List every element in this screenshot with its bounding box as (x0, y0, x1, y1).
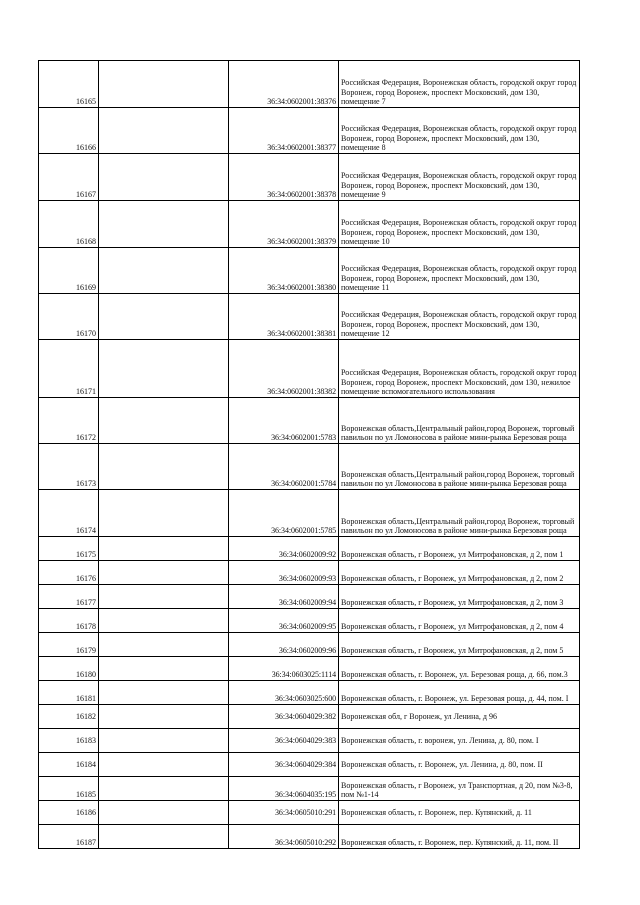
empty-cell (99, 444, 229, 490)
address-cell (339, 108, 580, 154)
empty-cell (99, 657, 229, 681)
row-number: 16169 (39, 248, 99, 294)
empty-cell (99, 681, 229, 705)
empty-cell (99, 340, 229, 398)
address-text: Российская Федерация, Воронежская область, городской округ город Воронеж, город Воронеж, проспект Московский, дом 130, помещение 12 (341, 310, 577, 339)
address-cell (339, 681, 580, 705)
cadastral-number: 36:34:0604029:383 (229, 729, 339, 753)
row-number: 16174 (39, 490, 99, 537)
cadastral-number: 36:34:0605010:291 (229, 801, 339, 825)
table-row (39, 705, 580, 729)
address-text: Воронежская область, г. воронеж, ул. Ленина, д. 80, пом. I (341, 735, 539, 745)
table-row (39, 609, 580, 633)
cadastral-number: 36:34:0602009:94 (229, 585, 339, 609)
table-row (39, 657, 580, 681)
cadastral-number: 36:34:0602001:38377 (229, 108, 339, 154)
table-row (39, 490, 580, 537)
address-text: Воронежская область, г. Воронеж, пер. Купянский, д. 11, пом. II (341, 838, 559, 848)
empty-cell (99, 294, 229, 340)
cadastral-number: 36:34:0602001:5783 (229, 398, 339, 444)
address-cell (339, 201, 580, 248)
address-text: Воронежская обл, г Воронеж, ул Ленина, д 96 (341, 711, 497, 721)
table-row (39, 801, 580, 825)
cadastral-number: 36:34:0603025:600 (229, 681, 339, 705)
row-number: 16182 (39, 705, 99, 729)
row-number: 16177 (39, 585, 99, 609)
empty-cell (99, 490, 229, 537)
address-cell (339, 729, 580, 753)
row-number: 16171 (39, 340, 99, 398)
table-row (39, 681, 580, 705)
address-text: Российская Федерация, Воронежская область, городской округ город Воронеж, город Воронеж, проспект Московский, дом 130, нежилое помещение вспомогательного использования (341, 368, 577, 397)
row-number: 16179 (39, 633, 99, 657)
table-row (39, 154, 580, 201)
address-cell (339, 444, 580, 490)
cadastral-number: 36:34:0602001:38378 (229, 154, 339, 201)
table-row (39, 585, 580, 609)
address-cell (339, 705, 580, 729)
address-text: Российская Федерация, Воронежская область, городской округ город Воронеж, город Воронеж, проспект Московский, дом 130, помещение 7 (341, 78, 577, 107)
table-row (39, 340, 580, 398)
address-cell (339, 248, 580, 294)
address-cell (339, 657, 580, 681)
address-cell (339, 490, 580, 537)
row-number: 16185 (39, 777, 99, 801)
address-text: Российская Федерация, Воронежская область, городской округ город Воронеж, город Воронеж, проспект Московский, дом 130, помещение 11 (341, 264, 577, 293)
table-row (39, 561, 580, 585)
address-cell (339, 154, 580, 201)
table-row (39, 825, 580, 849)
cadastral-number: 36:34:0602001:5785 (229, 490, 339, 537)
row-number: 16178 (39, 609, 99, 633)
table-row (39, 444, 580, 490)
table-row (39, 633, 580, 657)
address-text: Воронежская область,Центральный район,город Воронеж, торговый павильон по ул Ломоносова в районе мини-рынка Березовая роща (341, 516, 575, 536)
row-number: 16180 (39, 657, 99, 681)
row-number: 16166 (39, 108, 99, 154)
table-row (39, 248, 580, 294)
cadastral-number: 36:34:0602009:92 (229, 537, 339, 561)
address-text: Российская Федерация, Воронежская область, городской округ город Воронеж, город Воронеж, проспект Московский, дом 130, помещение 8 (341, 124, 577, 153)
cadastral-number: 36:34:0602001:38376 (229, 61, 339, 108)
empty-cell (99, 729, 229, 753)
empty-cell (99, 633, 229, 657)
address-cell (339, 801, 580, 825)
address-cell (339, 561, 580, 585)
address-cell (339, 61, 580, 108)
row-number: 16187 (39, 825, 99, 849)
address-cell (339, 294, 580, 340)
table-row (39, 201, 580, 248)
address-cell (339, 825, 580, 849)
table-row (39, 61, 580, 108)
address-text: Воронежская область, г. Воронеж, пер. Купянский, д. 11 (341, 807, 532, 817)
row-number: 16168 (39, 201, 99, 248)
address-cell (339, 633, 580, 657)
row-number: 16165 (39, 61, 99, 108)
cadastral-number: 36:34:0602009:93 (229, 561, 339, 585)
registry-table (38, 60, 580, 849)
table-row (39, 398, 580, 444)
empty-cell (99, 61, 229, 108)
address-text: Воронежская область, г Воронеж, ул Митрофановская, д 2, пом 4 (341, 622, 564, 632)
empty-cell (99, 777, 229, 801)
cadastral-number: 36:34:0602001:38380 (229, 248, 339, 294)
address-cell (339, 609, 580, 633)
cadastral-number: 36:34:0602009:95 (229, 609, 339, 633)
empty-cell (99, 201, 229, 248)
cadastral-number: 36:34:0604029:384 (229, 753, 339, 777)
address-text: Воронежская область, г Воронеж, ул Митрофановская, д 2, пом 5 (341, 646, 564, 656)
empty-cell (99, 705, 229, 729)
row-number: 16172 (39, 398, 99, 444)
empty-cell (99, 154, 229, 201)
cadastral-number: 36:34:0604029:382 (229, 705, 339, 729)
row-number: 16175 (39, 537, 99, 561)
cadastral-number: 36:34:0602009:96 (229, 633, 339, 657)
address-text: Российская Федерация, Воронежская область, городской округ город Воронеж, город Воронеж, проспект Московский, дом 130, помещение 9 (341, 171, 577, 200)
address-text: Российская Федерация, Воронежская область, городской округ город Воронеж, город Воронеж, проспект Московский, дом 130, помещение 10 (341, 218, 577, 247)
address-cell (339, 340, 580, 398)
empty-cell (99, 753, 229, 777)
row-number: 16184 (39, 753, 99, 777)
empty-cell (99, 801, 229, 825)
cadastral-number: 36:34:0603025:1114 (229, 657, 339, 681)
address-text: Воронежская область, г Воронеж, ул Митрофановская, д 2, пом 3 (341, 598, 564, 608)
registry-table-body (39, 61, 580, 849)
row-number: 16176 (39, 561, 99, 585)
row-number: 16167 (39, 154, 99, 201)
empty-cell (99, 609, 229, 633)
empty-cell (99, 585, 229, 609)
address-text: Воронежская область, г. Воронеж, ул. Ленина, д. 80, пом. II (341, 759, 543, 769)
empty-cell (99, 537, 229, 561)
address-cell (339, 753, 580, 777)
cadastral-number: 36:34:0602001:5784 (229, 444, 339, 490)
cadastral-number: 36:34:0602001:38382 (229, 340, 339, 398)
address-text: Воронежская область,Центральный район,город Воронеж, торговый павильон по ул Ломоносова в районе мини-рынка Березовая роща (341, 423, 575, 443)
row-number: 16186 (39, 801, 99, 825)
cadastral-number: 36:34:0602001:38379 (229, 201, 339, 248)
address-cell (339, 585, 580, 609)
table-row (39, 294, 580, 340)
address-text: Воронежская область, г Воронеж, ул Митрофановская, д 2, пом 2 (341, 574, 564, 584)
row-number: 16170 (39, 294, 99, 340)
empty-cell (99, 398, 229, 444)
table-row (39, 108, 580, 154)
address-text: Воронежская область, г Воронеж, ул Транспортная, д 20, пом №3-8, пом №1-14 (341, 780, 573, 800)
address-text: Воронежская область, г. Воронеж, ул. Березовая роща, д. 66, пом.3 (341, 670, 568, 680)
table-row (39, 753, 580, 777)
empty-cell (99, 561, 229, 585)
address-text: Воронежская область,Центральный район,город Воронеж, торговый павильон по ул Ломоносова в районе мини-рынка Березовая роща (341, 469, 575, 489)
cadastral-number: 36:34:0605010:292 (229, 825, 339, 849)
row-number: 16183 (39, 729, 99, 753)
address-cell (339, 537, 580, 561)
cadastral-number: 36:34:0602001:38381 (229, 294, 339, 340)
address-cell (339, 398, 580, 444)
empty-cell (99, 108, 229, 154)
table-row (39, 729, 580, 753)
address-text: Воронежская область, г Воронеж, ул Митрофановская, д 2, пом 1 (341, 550, 564, 560)
address-text: Воронежская область, г. Воронеж, ул. Березовая роща, д. 44, пом. I (341, 694, 569, 704)
empty-cell (99, 248, 229, 294)
empty-cell (99, 825, 229, 849)
row-number: 16173 (39, 444, 99, 490)
row-number: 16181 (39, 681, 99, 705)
address-cell (339, 777, 580, 801)
cadastral-number: 36:34:0604035:195 (229, 777, 339, 801)
table-row (39, 537, 580, 561)
table-row (39, 777, 580, 801)
